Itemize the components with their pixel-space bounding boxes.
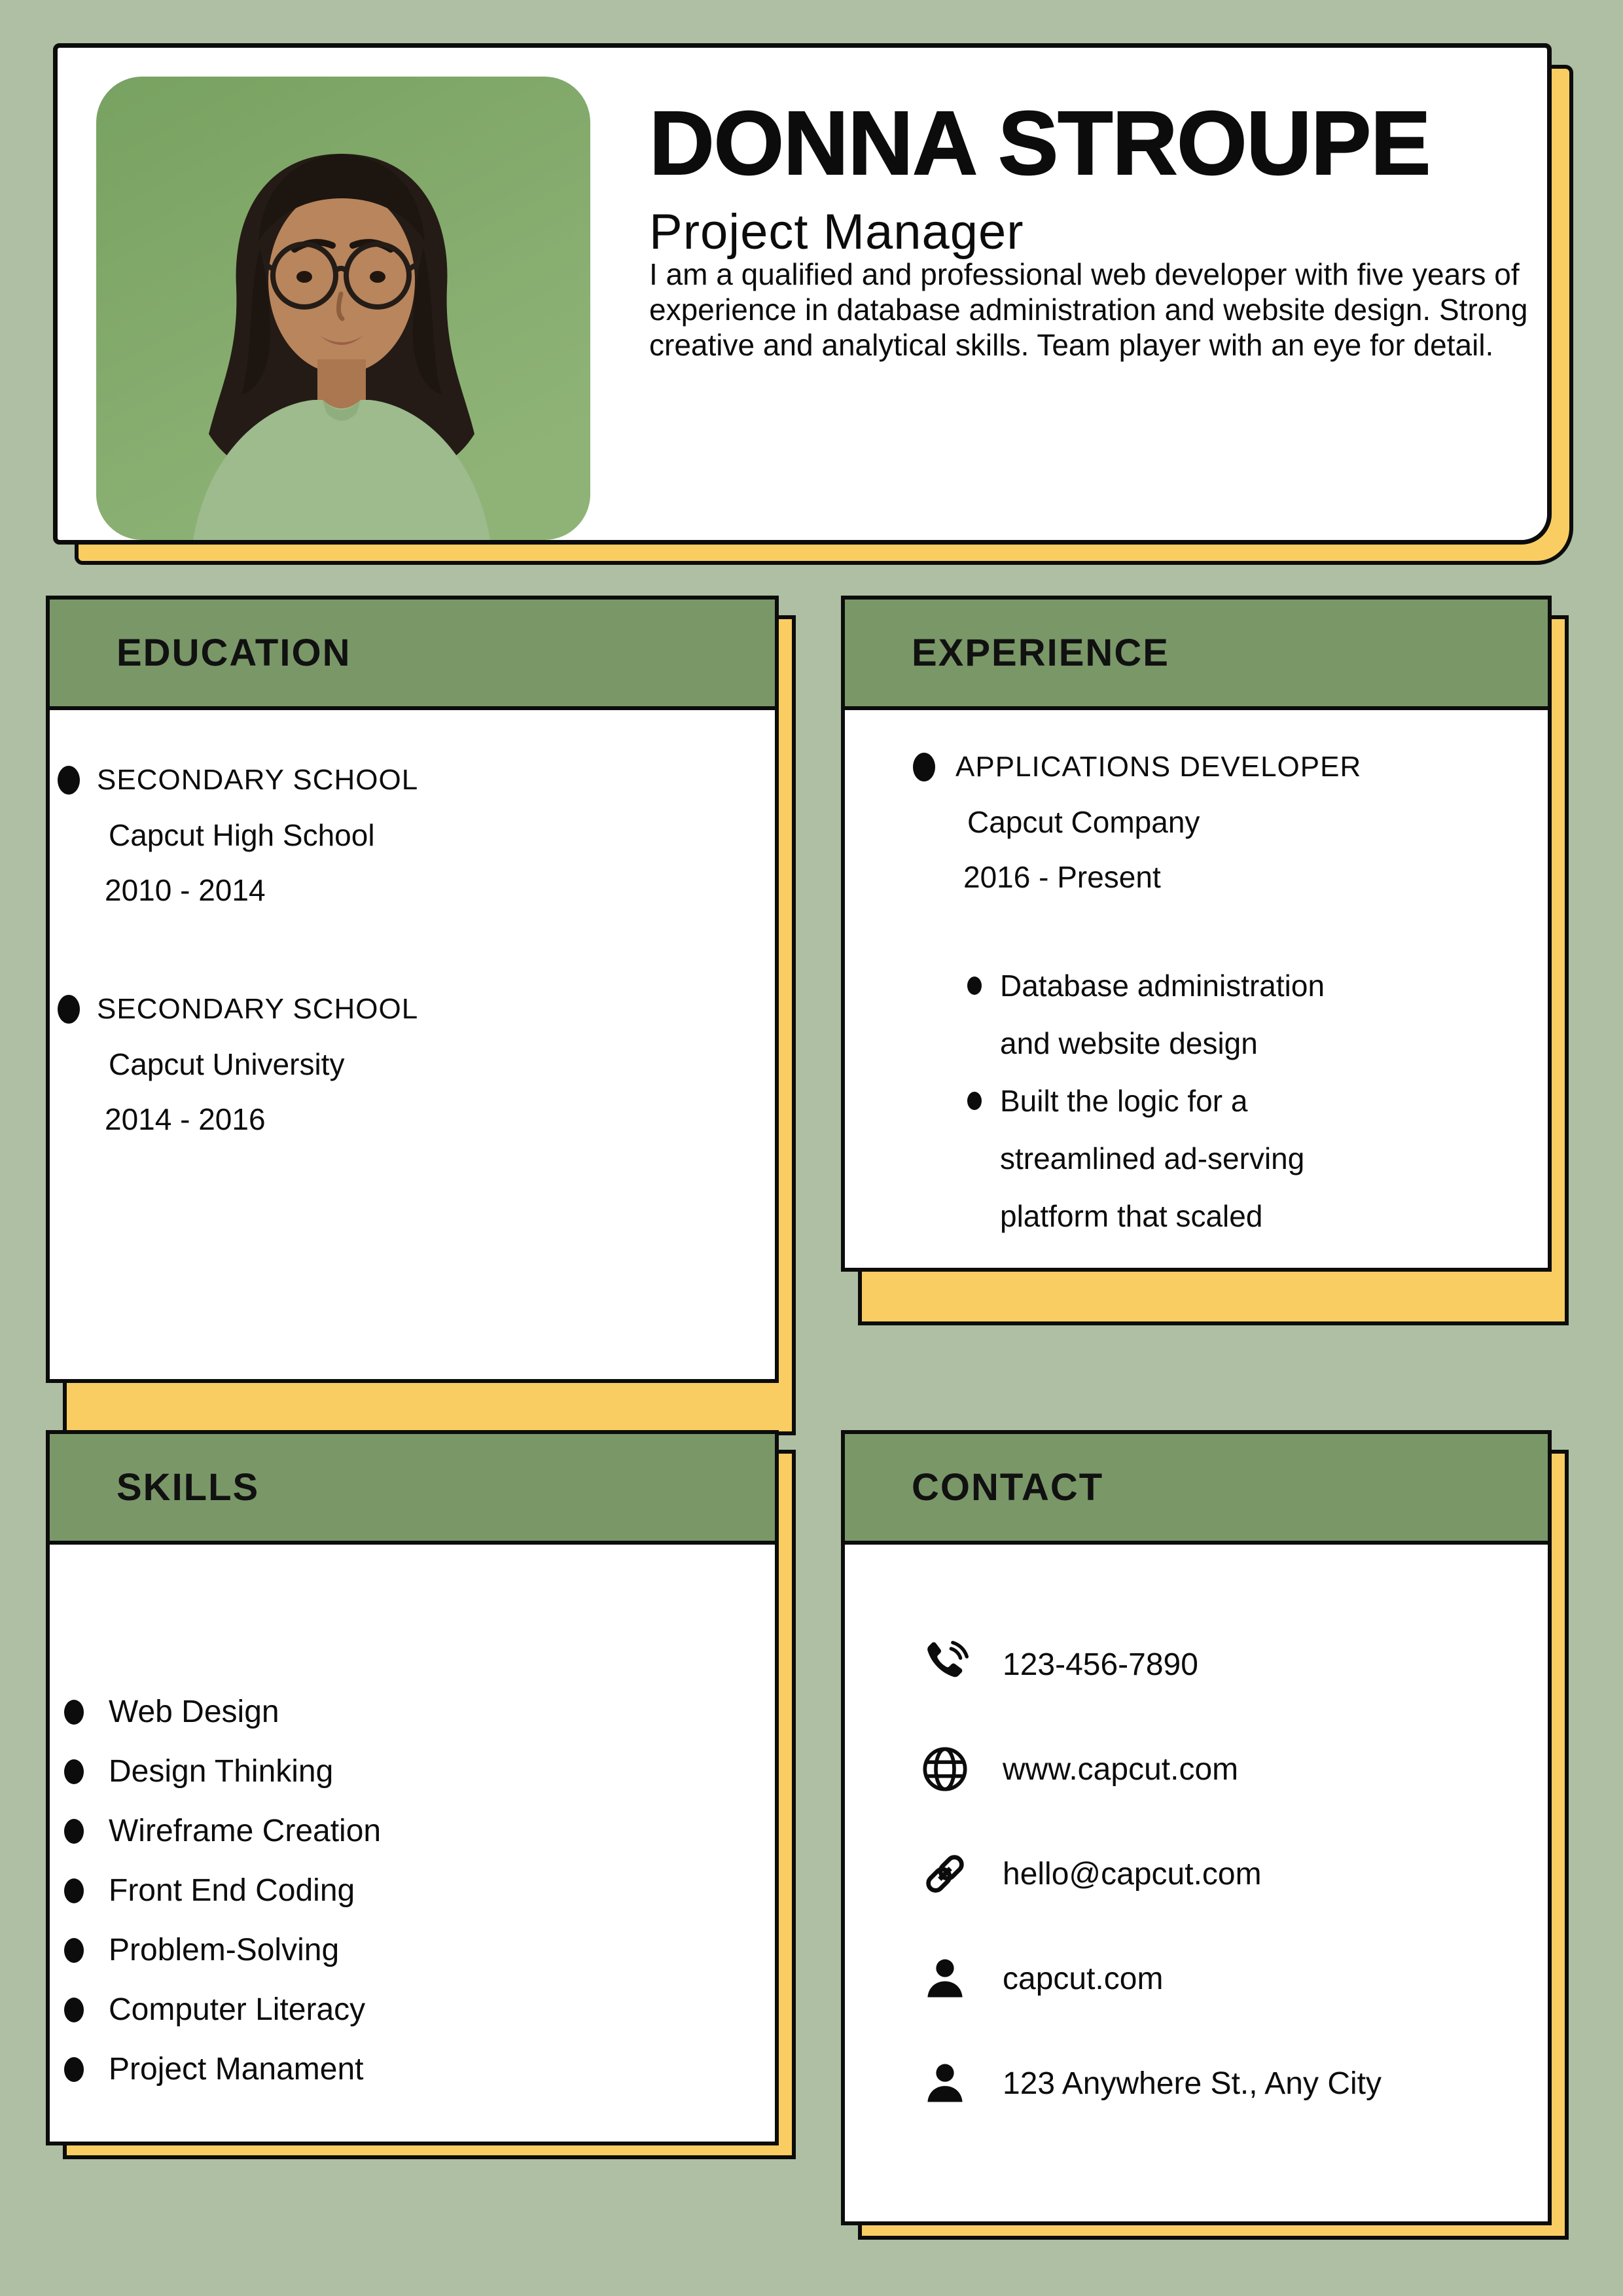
sub-bullet-icon xyxy=(967,1092,982,1110)
phone-icon xyxy=(916,1636,974,1693)
person-name: DONNA STROUPE xyxy=(649,93,1431,194)
skill-item xyxy=(64,1861,381,1920)
sub-bullet-icon xyxy=(967,977,982,995)
education-entry xyxy=(97,753,418,918)
contact-row-website xyxy=(916,1717,1382,1821)
globe-icon xyxy=(916,1743,974,1795)
skill-label: Web Design xyxy=(109,1695,279,1729)
contact-value: 123-456-7890 xyxy=(1003,1647,1198,1682)
experience-entry xyxy=(955,740,1361,905)
education-entry-dates: 2014 - 2016 xyxy=(105,1102,266,1136)
skill-label: Project Manament xyxy=(109,2052,364,2087)
job-title: Project Manager xyxy=(649,204,1024,260)
contact-value: www.capcut.com xyxy=(1003,1751,1239,1787)
skill-item xyxy=(64,1920,381,1980)
education-entry-dates: 2010 - 2014 xyxy=(105,873,266,907)
education-entry-title: SECONDARY SCHOOL xyxy=(97,764,419,796)
education-entry-title: SECONDARY SCHOOL xyxy=(97,993,419,1025)
skill-label: Front End Coding xyxy=(109,1873,355,1908)
experience-entry-dates: 2016 - Present xyxy=(963,860,1161,894)
experience-bullet xyxy=(967,1072,1399,1245)
experience-bullet-text: Built the logic for a streamlined ad-serving platform that scaled xyxy=(1000,1084,1305,1233)
bullet-icon xyxy=(64,1938,84,1963)
skills-section-header xyxy=(46,1430,779,1545)
skill-item xyxy=(64,1801,381,1861)
education-entry xyxy=(97,982,418,1147)
header-card xyxy=(53,43,1552,545)
experience-bullet-text: Database administration and website design xyxy=(1000,969,1325,1060)
bullet-icon xyxy=(58,995,80,1024)
skill-label: Problem-Solving xyxy=(109,1933,340,1967)
bullet-icon xyxy=(64,1998,84,2022)
experience-section-header xyxy=(841,596,1552,710)
contact-value: 123 Anywhere St., Any City xyxy=(1003,2066,1382,2101)
bullet-icon xyxy=(64,2057,84,2082)
contact-row-profile xyxy=(916,1926,1382,2031)
experience-bullet xyxy=(967,957,1399,1072)
skills-list xyxy=(64,1682,381,2099)
person-icon xyxy=(916,1954,974,2003)
link-icon xyxy=(916,1848,974,1900)
bullet-icon xyxy=(64,1700,84,1725)
contact-row-email xyxy=(916,1821,1382,1926)
contact-row-phone xyxy=(916,1612,1382,1717)
skill-label: Wireframe Creation xyxy=(109,1814,382,1848)
contact-section-header xyxy=(841,1430,1552,1545)
skill-item xyxy=(64,1682,381,1742)
bullet-icon xyxy=(913,753,935,781)
education-entry-school: Capcut University xyxy=(109,1047,345,1081)
contact-value: hello@capcut.com xyxy=(1003,1856,1262,1892)
contact-row-address xyxy=(916,2031,1382,2136)
education-section-header xyxy=(46,596,779,710)
skill-label: Design Thinking xyxy=(109,1754,334,1789)
education-heading: EDUCATION xyxy=(116,632,351,674)
skill-item xyxy=(64,1980,381,2039)
contact-value: capcut.com xyxy=(1003,1961,1164,1996)
experience-entry-company: Capcut Company xyxy=(967,805,1200,839)
skills-heading: SKILLS xyxy=(116,1466,260,1509)
experience-heading: EXPERIENCE xyxy=(912,632,1169,674)
bullet-icon xyxy=(64,1878,84,1903)
contact-heading: CONTACT xyxy=(912,1466,1104,1509)
summary-text: I am a qualified and professional web developer with five years of experience in database administration and website design. Strong creative and analytical skills. Team player with an eye for detail. xyxy=(649,257,1528,362)
skill-item xyxy=(64,1742,381,1801)
profile-photo xyxy=(96,77,590,540)
skill-item xyxy=(64,2039,381,2099)
bullet-icon xyxy=(64,1759,84,1784)
experience-entry-title: APPLICATIONS DEVELOPER xyxy=(955,751,1362,783)
skill-label: Computer Literacy xyxy=(109,1992,366,2027)
bullet-icon xyxy=(58,766,80,795)
bullet-icon xyxy=(64,1819,84,1844)
education-entry-school: Capcut High School xyxy=(109,818,375,852)
contact-list xyxy=(916,1612,1382,2136)
person-icon xyxy=(916,2058,974,2108)
